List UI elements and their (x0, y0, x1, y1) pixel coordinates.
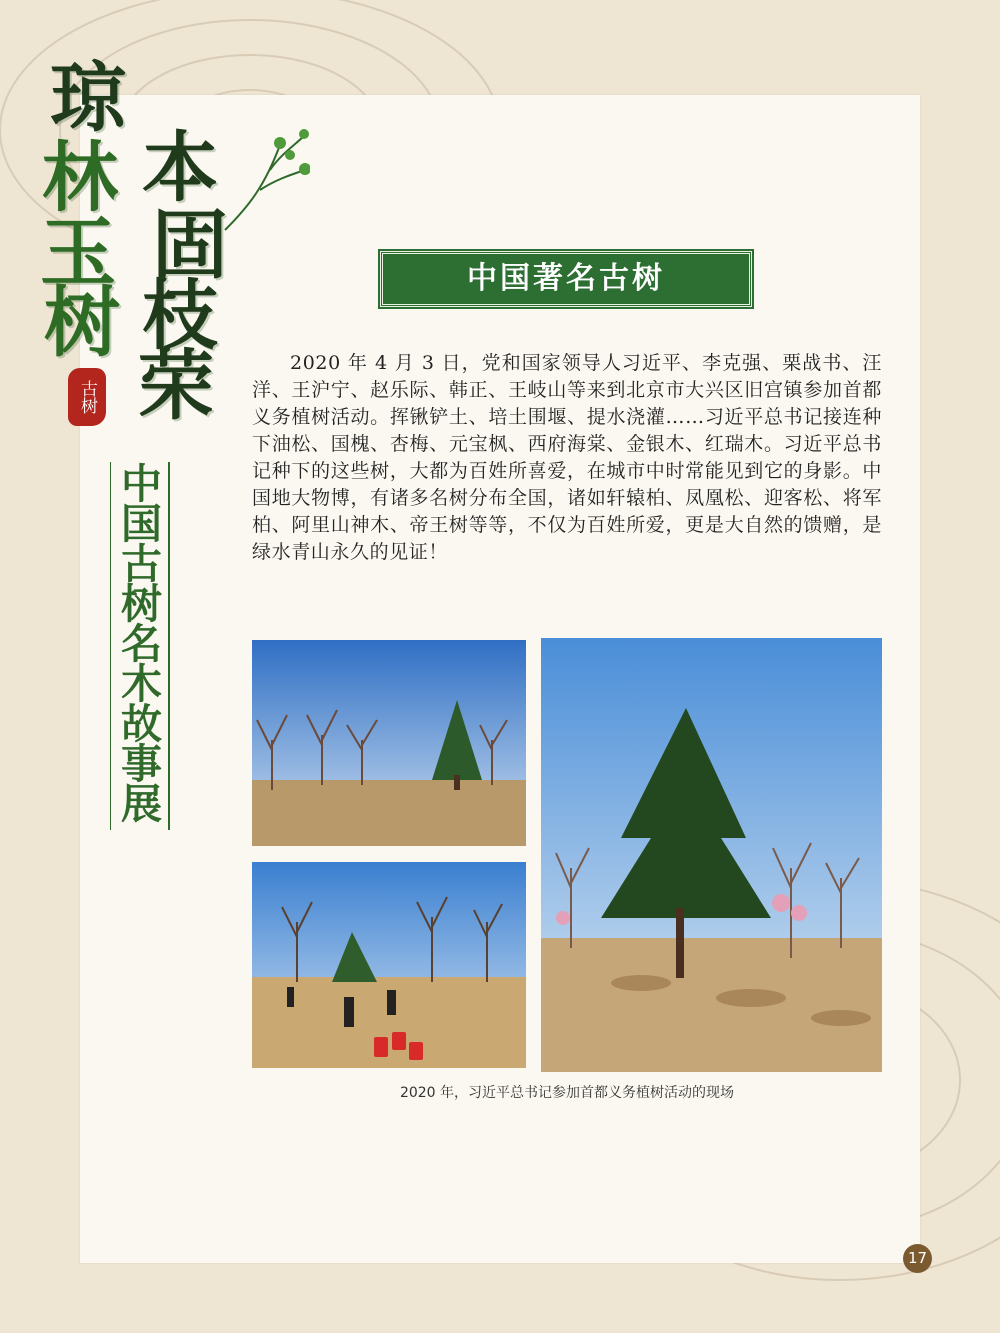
photo-volunteers-planting (252, 862, 526, 1068)
brand-glyph: 琼 (50, 53, 126, 142)
branch-icon (220, 125, 310, 235)
brand-glyph: 玉 (40, 208, 116, 297)
side-title: 中国古树名木故事展 (108, 462, 170, 830)
brand-glyph: 本 (142, 123, 218, 212)
section-title: 中国著名古树 (380, 251, 752, 307)
page-number: 17 (903, 1244, 932, 1273)
brand-glyph: 林 (42, 133, 118, 222)
seal-stamp: 古树 (68, 368, 106, 426)
brand-glyph: 枝 (142, 271, 218, 360)
brand-glyph: 树 (44, 278, 120, 367)
brand-glyph: 固 (152, 201, 228, 290)
brand-glyph: 荣 (138, 341, 214, 430)
photo-tree-planting-site (252, 640, 526, 846)
body-paragraph: 2020 年 4 月 3 日，党和国家领导人习近平、李克强、栗战书、汪洋、王沪宁、赵乐际、韩正、王岐山等来到北京市大兴区旧宫镇参加首都义务植树活动。挥锹铲土、培土围堰、提水浇灌……习近平总书记接连种下油松、国槐、杏梅、元宝枫、西府海棠、金银木、红瑞木。习近平总书记种下的这些树，大都为百姓所喜爱，在城市中时常能见到它的身影。中国地大物博，有诸多名树分布全国，诸如轩辕柏、凤凰松、迎客松、将军柏、阿里山神木、帝王树等等，不仅为百姓所爱，更是大自然的馈赠，是绿水青山永久的见证！ (252, 352, 882, 563)
photo-caption: 2020 年，习近平总书记参加首都义务植树活动的现场 (399, 1085, 735, 1101)
photo-pine-tree (541, 638, 882, 1072)
